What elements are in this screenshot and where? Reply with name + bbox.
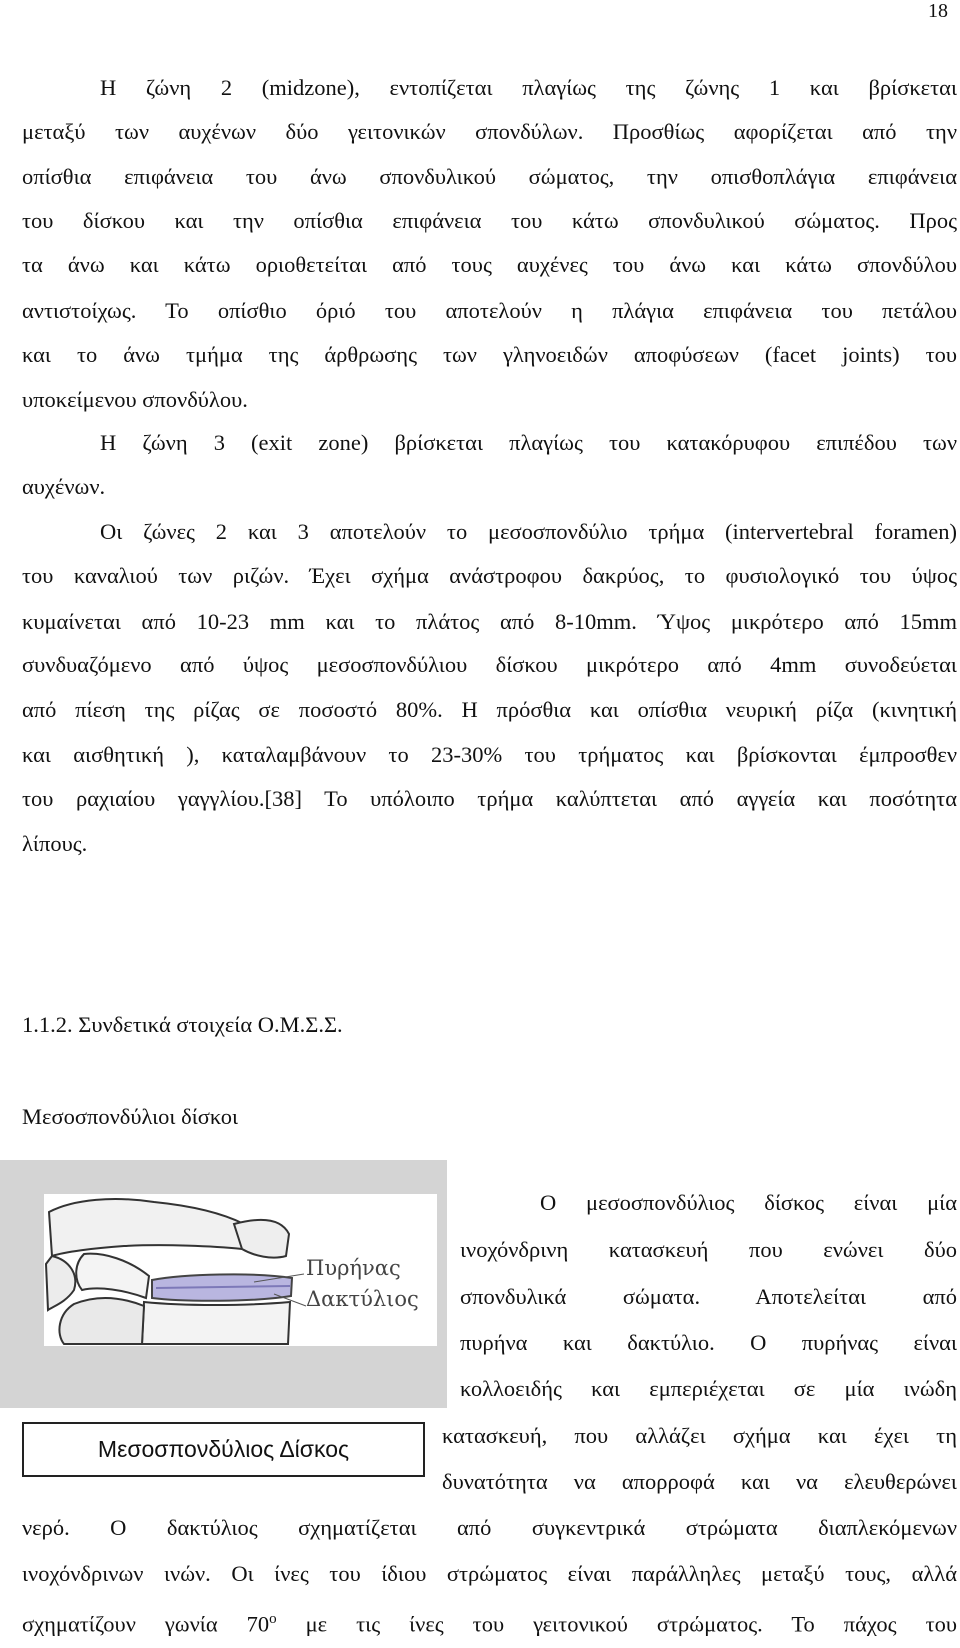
paragraph-line: από πίεση της ρίζας σε ποσοστό 80%. Η πρόσθια και οπίσθια νευρική ρίζα (κινητική [22, 697, 957, 722]
paragraph-line: τα άνω και κάτω οριοθετείται από τους αυχένες του άνω και κάτω σπονδύλου [22, 252, 957, 277]
paragraph-line: του καναλιού των ριζών. Έχει σχήμα ανάστροφου δακρύος, το φυσιολογικό του ύψος [22, 563, 957, 588]
paragraph-line: και το άνω τμήμα της άρθρωσης των γληνοειδών αποφύσεων (facet joints) του [22, 342, 957, 367]
paragraph-line: κατασκευή, που αλλάζει σχήμα και έχει τη [442, 1423, 957, 1448]
superscript-degree: ο [269, 1611, 277, 1627]
paragraph-line: ινοχόνδρινων ινών. Οι ίνες του ίδιου στρώματος είναι παράλληλες μεταξύ τους, αλλά [22, 1561, 957, 1586]
paragraph-line: αντιστοίχως. Το οπίσθιο όριό του αποτελούν η πλάγια επιφάνεια του πετάλου [22, 298, 957, 323]
text-span: σχηματίζουν γωνία 70 [22, 1611, 270, 1637]
paragraph-line: Ο μεσοσπονδύλιος δίσκος είναι μία [540, 1190, 957, 1215]
paragraph-line: Η ζώνη 3 (exit zone) βρίσκεται πλαγίως του κατακόρυφου επιπέδου των [100, 430, 957, 455]
paragraph-line: δυνατότητα να απορροφά και να ελευθερώνει [442, 1469, 957, 1494]
text-span: με τις ίνες του γειτονικού στρώματος. Το πάχος του [276, 1611, 957, 1637]
paragraph-line: οπίσθια επιφάνεια του άνω σπονδυλικού σώματος, την οπισθοπλάγια επιφάνεια [22, 164, 957, 189]
page-number: 18 [928, 0, 948, 22]
nucleus-label: Πυρήνας [306, 1256, 401, 1280]
paragraph-line: λίπους. [22, 831, 88, 856]
paragraph-line: κολλοειδής και εμπεριέχεται σε μία ινώδη [460, 1376, 957, 1401]
paragraph-line: κυμαίνεται από 10-23 mm και το πλάτος από 8-10mm. Ύψος μικρότερο από 15mm [22, 609, 957, 634]
paragraph-line: πυρήνα και δακτύλιο. Ο πυρήνας είναι [460, 1330, 957, 1355]
figure-image-area [44, 1194, 437, 1346]
annulus-label: Δακτύλιος [306, 1287, 419, 1311]
subsection-heading: Μεσοσπονδύλιοι δίσκοι [22, 1104, 239, 1129]
paragraph-line: υποκείμενου σπονδύλου. [22, 387, 248, 412]
figure-caption: Μεσοσπονδύλιος Δίσκος [22, 1422, 425, 1477]
paragraph-line: Η ζώνη 2 (midzone), εντοπίζεται πλαγίως της ζώνης 1 και βρίσκεται [100, 75, 957, 100]
paragraph-line: μεταξύ των αυχένων δύο γειτονικών σπονδύλων. Προσθίως αφορίζεται από την [22, 119, 957, 144]
paragraph-line-last [22, 1604, 957, 1640]
paragraph-line: και αισθητική ), καταλαμβάνουν το 23-30% του τρήματος και βρίσκονται έμπροσθεν [22, 742, 957, 767]
paragraph-line: σπονδυλικά σώματα. Αποτελείται από [460, 1284, 957, 1309]
paragraph-line: του δίσκου και την οπίσθια επιφάνεια του κάτω σπονδυλικού σώματος. Προς [22, 208, 957, 233]
disc-figure [0, 1160, 447, 1462]
paragraph-line: αυχένων. [22, 474, 106, 499]
paragraph-line: ινοχόνδρινη κατασκευή που ενώνει δύο [460, 1237, 957, 1262]
paragraph-line: νερό. Ο δακτύλιος σχηματίζεται από συγκεντρικά στρώματα διαπλεκόμενων [22, 1515, 957, 1540]
paragraph-line: συνδυαζόμενο από ύψος μεσοσπονδύλιου δίσκου μικρότερο από 4mm συνοδεύεται [22, 652, 957, 677]
paragraph-line: του ραχιαίου γαγγλίου.[38] Το υπόλοιπο τρήμα καλύπτεται από αγγεία και ποσότητα [22, 786, 957, 811]
section-heading: 1.1.2. Συνδετικά στοιχεία Ο.Μ.Σ.Σ. [22, 1012, 343, 1037]
paragraph-line: Οι ζώνες 2 και 3 αποτελούν το μεσοσπονδύλιο τρήμα (intervertebral foramen) [100, 519, 957, 544]
